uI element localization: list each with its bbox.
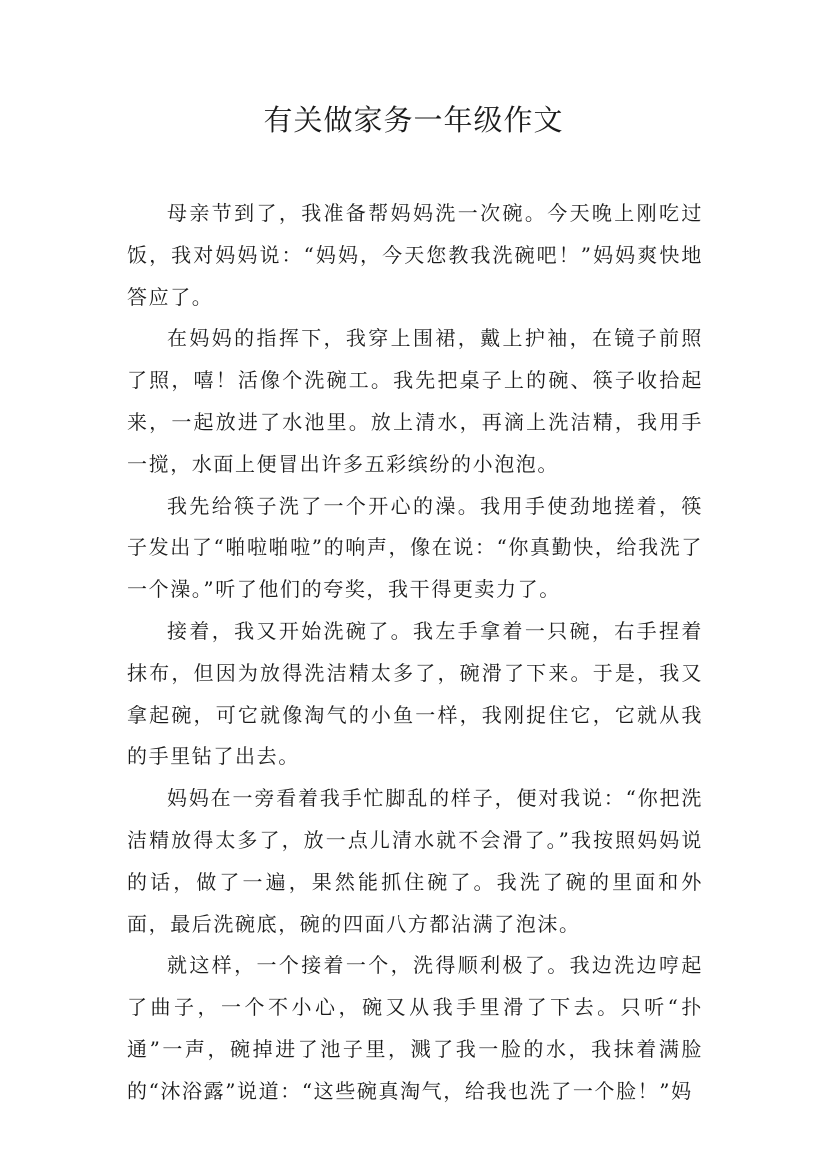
document-title: 有关做家务一年级作文 bbox=[263, 103, 564, 137]
paragraph-4: 接着，我又开始洗碗了。我左手拿着一只碗，右手捏着抹布，但因为放得洗洁精太多了，碗滑了下来。于是，我又拿起碗，可它就像淘气的小鱼一样，我刚捉住它，它就从我的手里钻了出去。 bbox=[127, 618, 703, 769]
paragraph-6: 就这样，一个接着一个，洗得顺利极了。我边洗边哼起了曲子，一个不小心，碗又从我手里滑了下去。只听“扑通”一声，碗掉进了池子里，溅了我一脸的水，我抹着满脸的“沐浴露”说道：“这些碗真淘气，给我也洗了一个脸！”妈 bbox=[127, 953, 703, 1103]
essay-body bbox=[127, 193, 703, 1113]
paragraph-1: 母亲节到了，我准备帮妈妈洗一次碗。今天晚上刚吃过饭，我对妈妈说：“妈妈，今天您教我洗碗吧！”妈妈爽快地答应了。 bbox=[127, 201, 703, 309]
paragraph-5: 妈妈在一旁看着我手忙脚乱的样子，便对我说：“你把洗洁精放得太多了，放一点儿清水就不会滑了。”我按照妈妈说的话，做了一遍，果然能抓住碗了。我洗了碗的里面和外面，最后洗碗底，碗的四面八方都沾满了泡沫。 bbox=[127, 786, 703, 936]
paragraph-2: 在妈妈的指挥下，我穿上围裙，戴上护袖，在镜子前照了照，嘻！活像个洗碗工。我先把桌子上的碗、筷子收拾起来，一起放进了水池里。放上清水，再滴上洗洁精，我用手一搅，水面上便冒出许多五彩缤纷的小泡泡。 bbox=[127, 326, 703, 476]
paragraph-3: 我先给筷子洗了一个开心的澡。我用手使劲地搓着，筷子发出了“啪啦啪啦”的响声，像在说：“你真勤快，给我洗了一个澡。”听了他们的夸奖，我干得更卖力了。 bbox=[127, 493, 703, 602]
